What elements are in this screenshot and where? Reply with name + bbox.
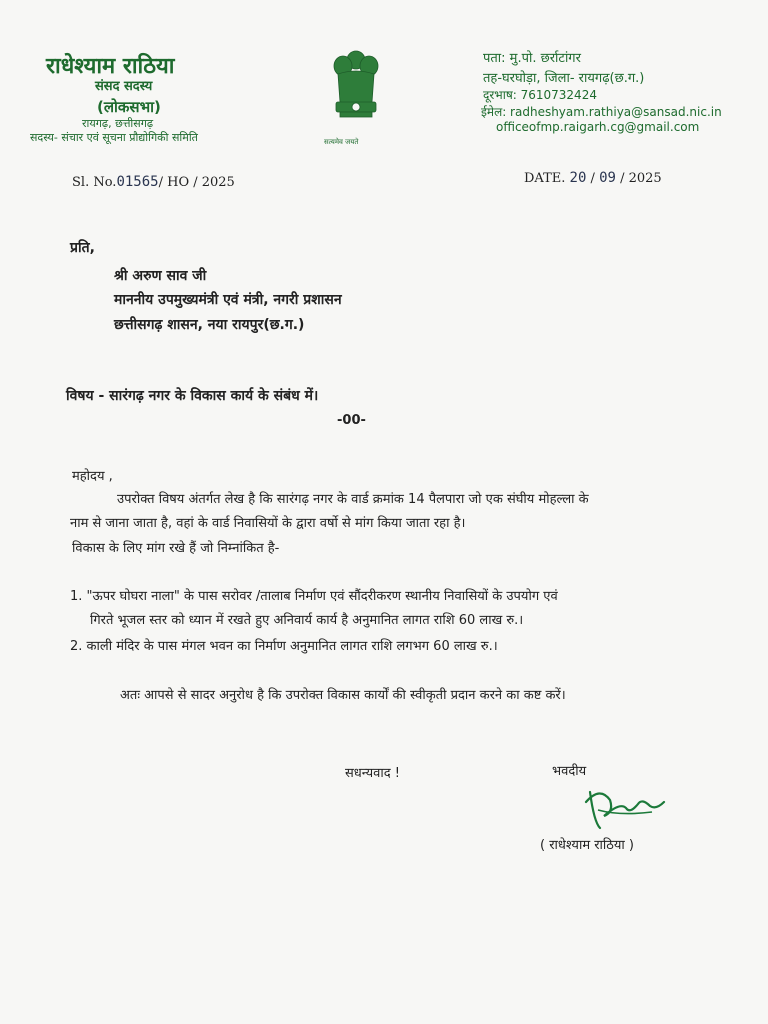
para1-line3: विकास के लिए मांग रखे हैं जो निम्नांकित है- bbox=[72, 541, 280, 556]
recipient-title: माननीय उपमुख्यमंत्री एवं मंत्री, नगरी प्रशासन bbox=[114, 292, 342, 308]
serial-handwritten: 01565 bbox=[116, 174, 159, 190]
subject-separator: -00- bbox=[337, 413, 366, 428]
email-secondary: officeofmp.raigarh.cg@gmail.com bbox=[496, 120, 700, 134]
yours-faithfully: भवदीय bbox=[552, 764, 587, 779]
para1-line2: नाम से जाना जाता है, वहां के वार्ड निवासियों के द्वारा वर्षो से मांग किया जाता रहा है। bbox=[70, 516, 466, 531]
signature bbox=[580, 782, 670, 832]
salutation: महोदय , bbox=[72, 469, 113, 484]
emblem-motto: सत्यमेव जयते bbox=[324, 138, 359, 146]
email-primary: ईमेल: radheshyam.rathiya@sansad.nic.in bbox=[481, 105, 722, 119]
serial-suffix: / HO / 2025 bbox=[158, 175, 235, 190]
subject: विषय - सारंगढ़ नगर के विकास कार्य के संबंध में। bbox=[66, 388, 319, 404]
recipient-office: छत्तीसगढ़ शासन, नया रायपुर(छ.ग.) bbox=[114, 317, 305, 333]
ashoka-lion-icon bbox=[326, 46, 386, 136]
serial-prefix: Sl. No. bbox=[72, 175, 117, 190]
thanks: सधन्यवाद ! bbox=[345, 766, 400, 781]
date-sep: / bbox=[590, 171, 595, 186]
phone: दूरभाष: 7610732424 bbox=[483, 88, 597, 102]
para1-line1: उपरोक्त विषय अंतर्गत लेख है कि सारंगढ़ नगर के वार्ड क्रमांक 14 पैलपारा जो एक संघीय मोहल्ला के bbox=[117, 492, 589, 507]
address-line1: पता: मु.पो. छर्राटांगर bbox=[483, 51, 581, 66]
date-day: 20 bbox=[569, 170, 587, 186]
list-item-1-line1: 1. "ऊपर घोघरा नाला" के पास सरोवर /तालाब निर्माण एवं सौंदरीकरण स्थानीय निवासियों के उपयोग एवं bbox=[70, 589, 558, 604]
mp-name: राधेश्याम राठिया bbox=[46, 54, 175, 79]
date-month: 09 bbox=[599, 170, 616, 186]
list-item-1-line2: गिरते भूजल स्तर को ध्यान में रखते हुए अनिवार्य कार्य है अनुमानित लागत राशि 60 लाख रु.। bbox=[90, 613, 524, 628]
recipient-name: श्री अरुण साव जी bbox=[114, 268, 207, 284]
constituency: रायगढ़, छत्तीसगढ़ bbox=[82, 117, 154, 130]
prati: प्रति, bbox=[70, 240, 95, 256]
list-item-2: 2. काली मंदिर के पास मंगल भवन का निर्माण अनुमानित लागत राशि लगभग 60 लाख रु.। bbox=[70, 639, 498, 654]
date-label: DATE. bbox=[524, 171, 566, 186]
letter-date bbox=[524, 170, 662, 186]
house: (लोकसभा) bbox=[97, 98, 161, 116]
request-paragraph: अतः आपसे से सादर अनुरोध है कि उपरोक्त विकास कार्यों की स्वीकृती प्रदान करने का कष्ट करें। bbox=[120, 688, 566, 703]
date-year: / 2025 bbox=[620, 171, 662, 186]
signatory-name: ( राधेश्याम राठिया ) bbox=[540, 838, 634, 853]
designation: संसद सदस्य bbox=[95, 79, 153, 94]
committee: सदस्य- संचार एवं सूचना प्रौद्योगिकी समिति bbox=[30, 131, 198, 144]
serial-number bbox=[72, 174, 235, 190]
national-emblem bbox=[326, 46, 386, 146]
address-line2: तह-घरघोड़ा, जिला- रायगढ़(छ.ग.) bbox=[483, 71, 645, 86]
